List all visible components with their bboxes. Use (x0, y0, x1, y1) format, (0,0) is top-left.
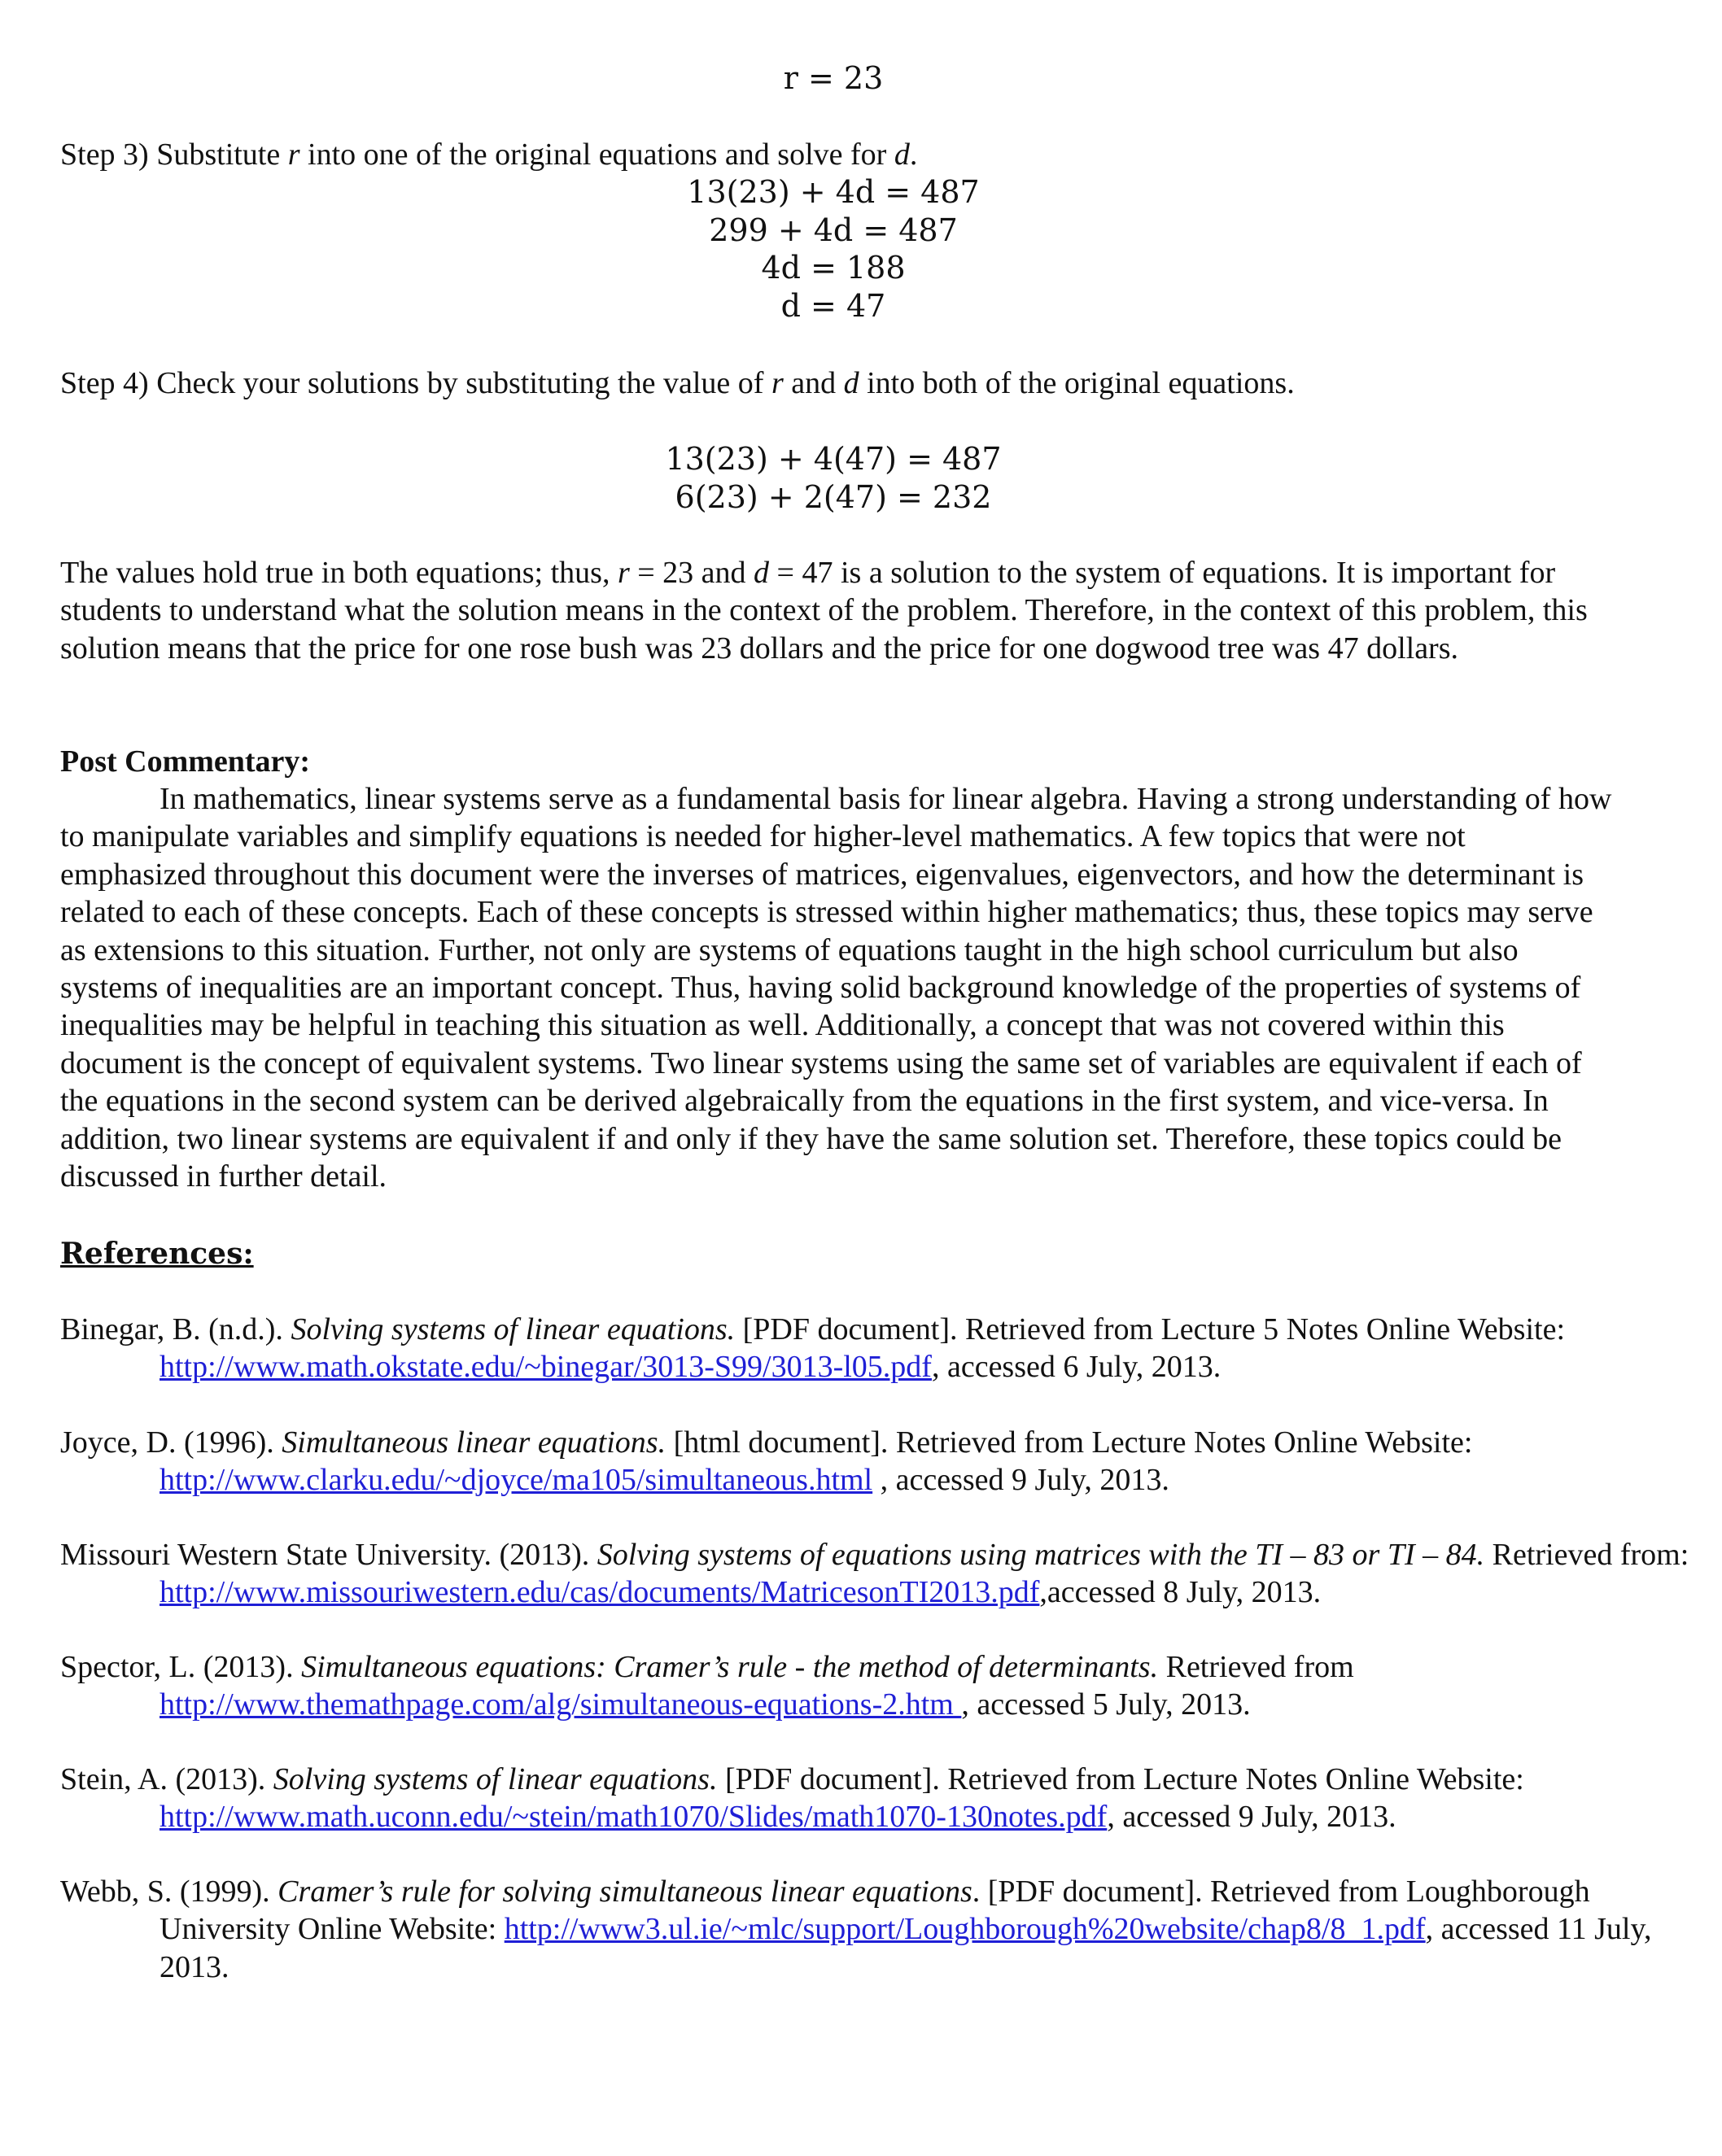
reference-item: Joyce, D. (1996). Simultaneous linear equations. [html document]. Retrieved from Lecture Notes Online Website: http://www.clarku.edu/~djoyce/ma105/simultaneous.html , accessed 9 July, 2013. (60, 1425, 1473, 1498)
reference-link[interactable]: http://www3.ul.ie/~mlc/support/Loughborough%20website/chap8/8_1.pdf (504, 1912, 1426, 1947)
references-heading: References: (60, 1237, 254, 1271)
reference-item: Spector, L. (2013). Simultaneous equations: Cramer’s rule - the method of determinants. Retrieved from http://www.themathpage.com/alg/simultaneous-equations-2.htm , accessed 5 July, 2013. (60, 1650, 1354, 1722)
step3-text: Step 3) Substitute r into one of the original equations and solve for d. (60, 137, 918, 172)
reference-link[interactable]: http://www.themathpage.com/alg/simultaneous-equations-2.htm (160, 1687, 962, 1722)
step4-text: Step 4) Check your solutions by substituting the value of r and d into both of the original equations. (60, 366, 1295, 400)
conclusion-paragraph: The values hold true in both equations; thus, r = 23 and d = 47 is a solution to the system of equations. It is important for students to understand what the solution means in the context of the problem. Therefore, in the context of this problem, this solution means that the price for one rose bush was 23 dollars and the price for one dogwood tree was 47 dollars. (60, 556, 1588, 666)
step4-equation-1: 13(23) + 4(47) = 487 (665, 441, 1002, 477)
step3-equation-3: 4d = 188 (761, 250, 906, 286)
equation-r-value: r = 23 (783, 60, 884, 96)
step3-equation-2: 299 + 4d = 487 (709, 212, 958, 248)
reference-link[interactable]: http://www.math.okstate.edu/~binegar/3013-S99/3013-l05.pdf (160, 1350, 932, 1385)
reference-item: Webb, S. (1999). Cramer’s rule for solving simultaneous linear equations. [PDF document]. Retrieved from Loughborough University Online Website: http://www3.ul.ie/~mlc/support/Loughborough%20website/chap8/8_1.pdf, accessed 11 July, 2013. (60, 1874, 1652, 1984)
reference-link[interactable]: http://www.missouriwestern.edu/cas/documents/MatricesonTI2013.pdf (160, 1575, 1040, 1610)
reference-item: Binegar, B. (n.d.). Solving systems of linear equations. [PDF document]. Retrieved from Lecture 5 Notes Online Website: http://www.math.okstate.edu/~binegar/3013-S99/3013-l05.pdf, accessed 6 July, 2013. (60, 1312, 1566, 1385)
reference-item: Stein, A. (2013). Solving systems of linear equations. [PDF document]. Retrieved from Lecture Notes Online Website: http://www.math.uconn.edu/~stein/math1070/Slides/math1070-130notes.pdf, accessed 9 July, 2013. (60, 1762, 1524, 1835)
step3-equation-1: 13(23) + 4d = 487 (687, 174, 980, 210)
post-commentary-heading: Post Commentary: (60, 744, 311, 779)
reference-link[interactable]: http://www.math.uconn.edu/~stein/math1070/Slides/math1070-130notes.pdf (160, 1800, 1108, 1835)
post-commentary-body: In mathematics, linear systems serve as a fundamental basis for linear algebra. Having a strong understanding of how to manipulate variables and simplify equations is needed for higher-level mathematics. A few topics that were not emphasized throughout this document were the inverses of matrices, eigenvalues, eigenvectors, and how the determinant is related to each of these concepts. Each of these concepts is stressed within higher mathematics; thus, these topics may serve as extensions to this situation. Further, not only are systems of equations taught in the high school curriculum but also systems of inequalities are an important concept. Thus, having solid background knowledge of the properties of systems of inequalities may be helpful in teaching this situation as well. Additionally, a concept that was not covered within this document is the concept of equivalent systems. Two linear systems using the same set of variables are equivalent if each of the equations in the second system can be derived algebraically from the equations in the first system, and vice-versa. In addition, two linear systems are equivalent if and only if they have the same solution set. Therefore, these topics could be discussed in further detail. (60, 782, 1612, 1194)
reference-link[interactable]: http://www.clarku.edu/~djoyce/ma105/simultaneous.html (160, 1463, 873, 1498)
reference-item: Missouri Western State University. (2013). Solving systems of equations using matrices with the TI – 83 or TI – 84. Retrieved from: http://www.missouriwestern.edu/cas/documents/MatricesonTI2013.pdf,accessed 8 July, 2013. (60, 1538, 1689, 1610)
step3-equation-4: d = 47 (780, 288, 886, 324)
step4-equation-2: 6(23) + 2(47) = 232 (675, 479, 992, 515)
